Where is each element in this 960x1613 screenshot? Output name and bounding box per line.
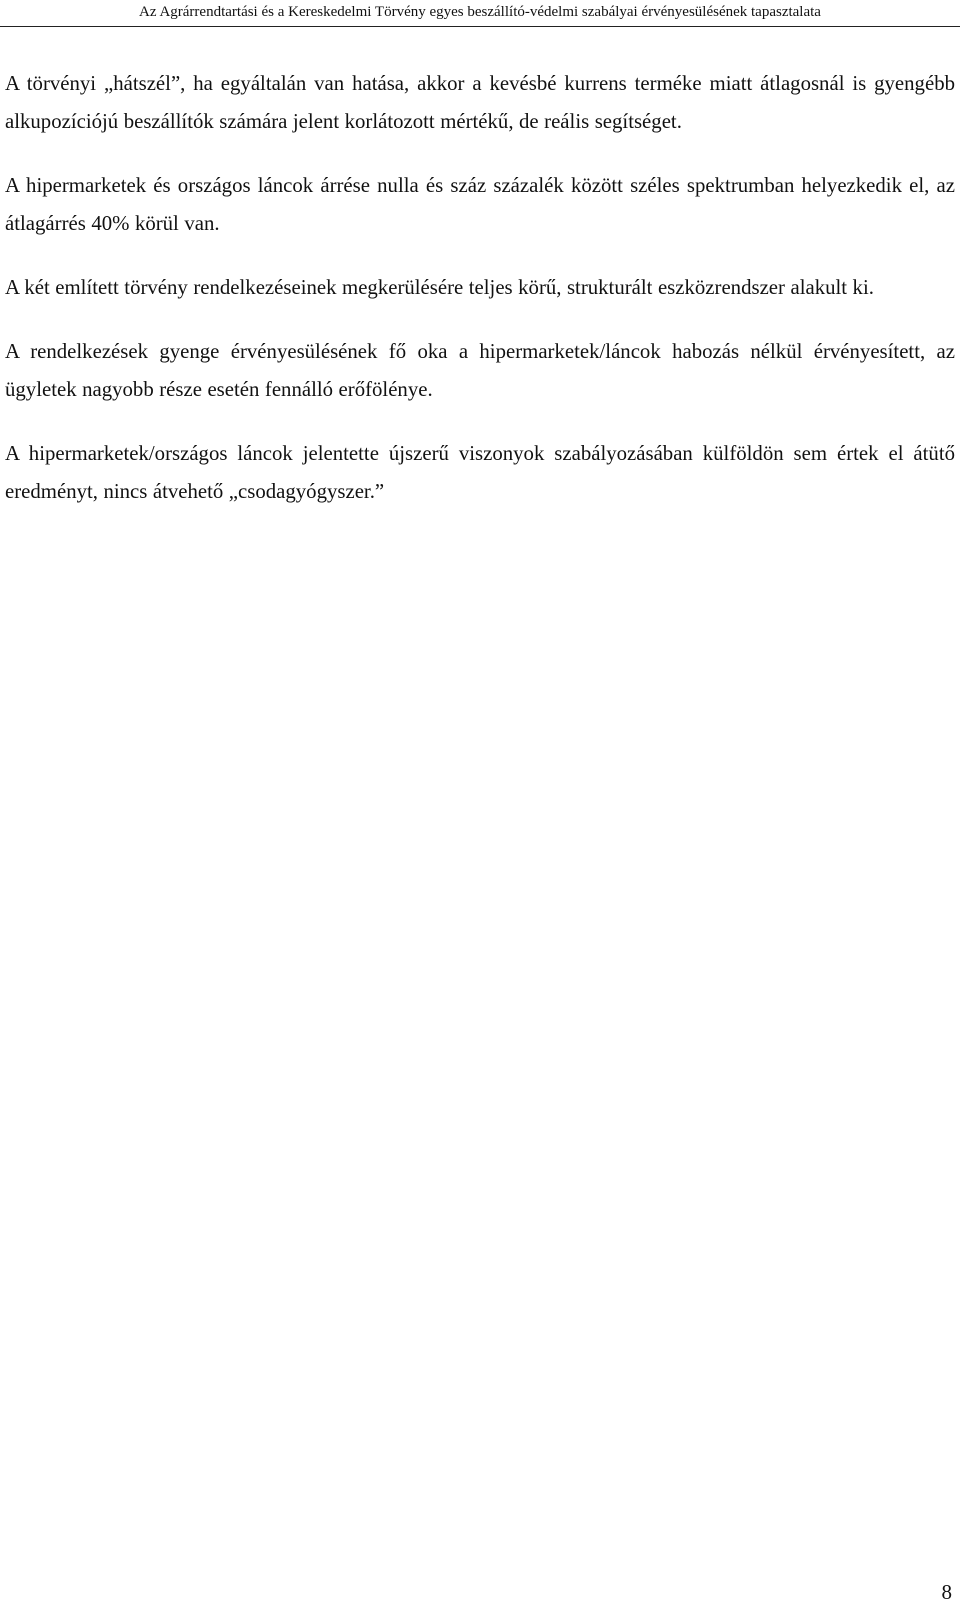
paragraph-5: A hipermarketek/országos láncok jelentette újszerű viszonyok szabályozásában külföldön sem értek el átütő eredményt, nincs átvehető „csodagyógyszer.” <box>5 442 955 503</box>
paragraph-2: A hipermarketek és országos láncok árrése nulla és száz százalék között széles spektrumban helyezkedik el, az átlagárrés 40% körül van. <box>5 174 955 235</box>
paragraph-1: A törvényi „hátszél”, ha egyáltalán van hatása, akkor a kevésbé kurrens terméke miatt átlagosnál is gyengébb alkupozíciójú beszállítók számára jelent korlátozott mértékű, de reális segítséget. <box>5 72 955 133</box>
page-number: 8 <box>941 1580 952 1604</box>
document-body <box>5 65 955 537</box>
paragraph-3: A két említett törvény rendelkezéseinek megkerülésére teljes körű, strukturált eszközrendszer alakult ki. <box>5 276 874 299</box>
paragraph-4: A rendelkezések gyenge érvényesülésének fő oka a hipermarketek/láncok habozás nélkül érvényesített, az ügyletek nagyobb része esetén fennálló erőfölénye. <box>5 340 955 401</box>
running-header: Az Agrárrendtartási és a Kereskedelmi Törvény egyes beszállító-védelmi szabályai érvényesülésének tapasztalata <box>0 0 960 27</box>
